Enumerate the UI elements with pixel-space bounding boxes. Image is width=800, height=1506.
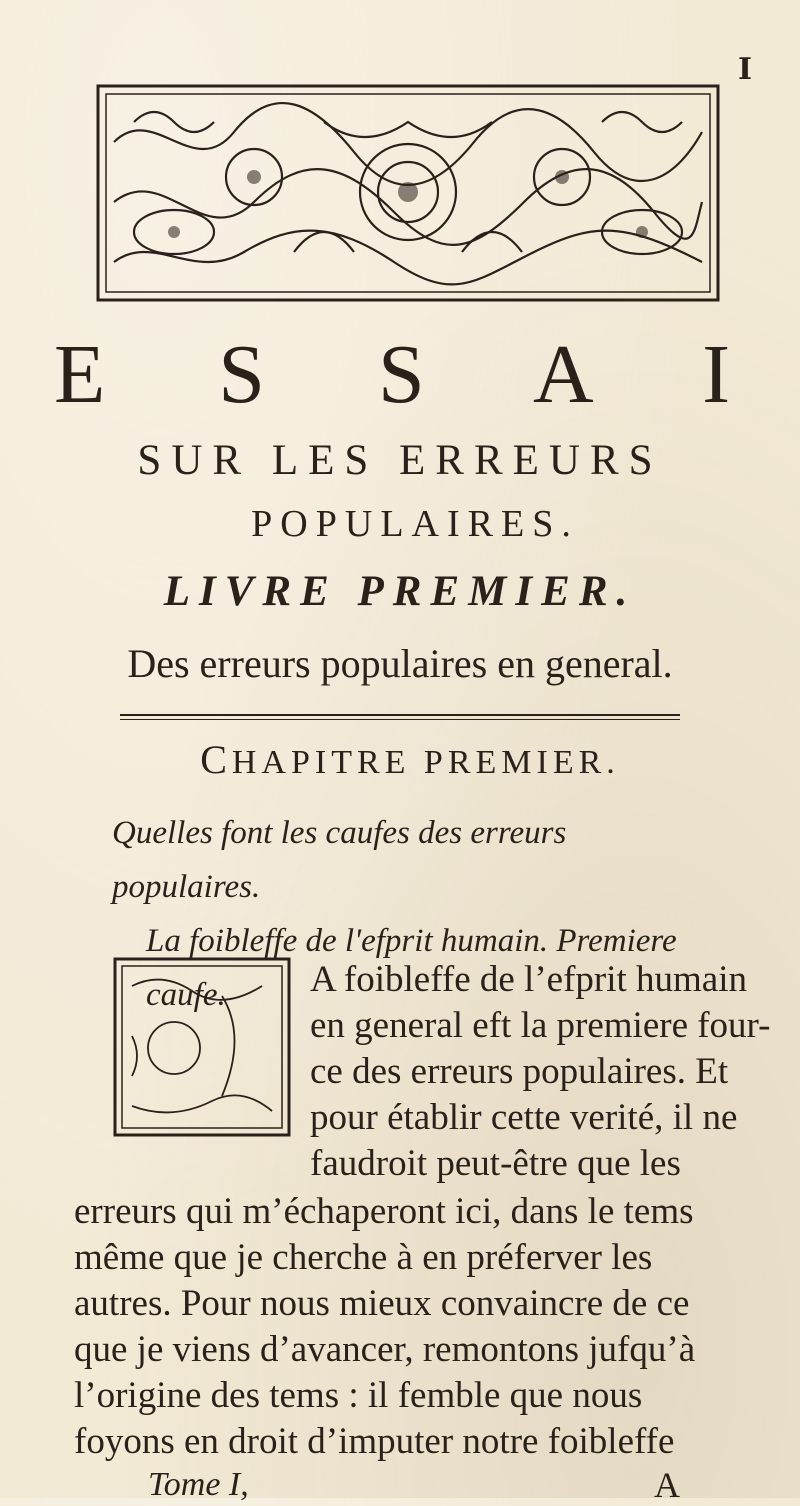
body-line: ce des erreurs populaires. Et (310, 1051, 729, 1092)
chapter-heading-rest: HAPITRE PREMIER. (231, 744, 620, 781)
body-line: A foibleffe de l’efprit humain (310, 959, 748, 1000)
body-line: que je viens d’avancer, remontons jufqu’à (74, 1329, 696, 1370)
subtitle-line-2: POPULAIRES. (251, 503, 579, 545)
main-title: E S S A I (53, 328, 777, 421)
body-line: même que je cherche à en préferver les (74, 1237, 653, 1278)
chapter-heading (0, 736, 800, 783)
footer-signature: A (654, 1465, 680, 1505)
body-line: erreurs qui m’échaperont ici, dans le tems (74, 1191, 694, 1232)
body-line: autres. Pour nous mieux convaincre de ce (74, 1283, 690, 1324)
chapter-heading-initial: C (200, 737, 232, 782)
body-line: en general eft la premiere four- (310, 1005, 771, 1046)
book-heading: LIVRE PREMIER. (163, 568, 637, 615)
double-rule-divider (120, 714, 680, 722)
subtitle-line-1: SUR LES ERREURS (137, 437, 663, 484)
body-line: faudroit peut-être que les (310, 1143, 681, 1184)
body-line: l’origine des tems : il femble que nous (74, 1375, 643, 1416)
summary-line: Quelles font les caufes des erreurs populaires. (112, 815, 567, 905)
book-subtitle: Des erreurs populaires en general. (127, 641, 673, 686)
footer-volume: Tome I, (148, 1466, 249, 1503)
floral-headpiece-ornament (94, 82, 722, 304)
body-line: foyons en droit d’imputer notre foibleffe (74, 1421, 675, 1462)
signature-mark: I (738, 52, 753, 87)
ornamental-drop-cap (112, 956, 292, 1138)
summary-line: La foibleffe de l'efprit humain. Premiere caufe. (146, 923, 677, 1013)
body-line: pour établir cette verité, il ne (310, 1097, 738, 1138)
